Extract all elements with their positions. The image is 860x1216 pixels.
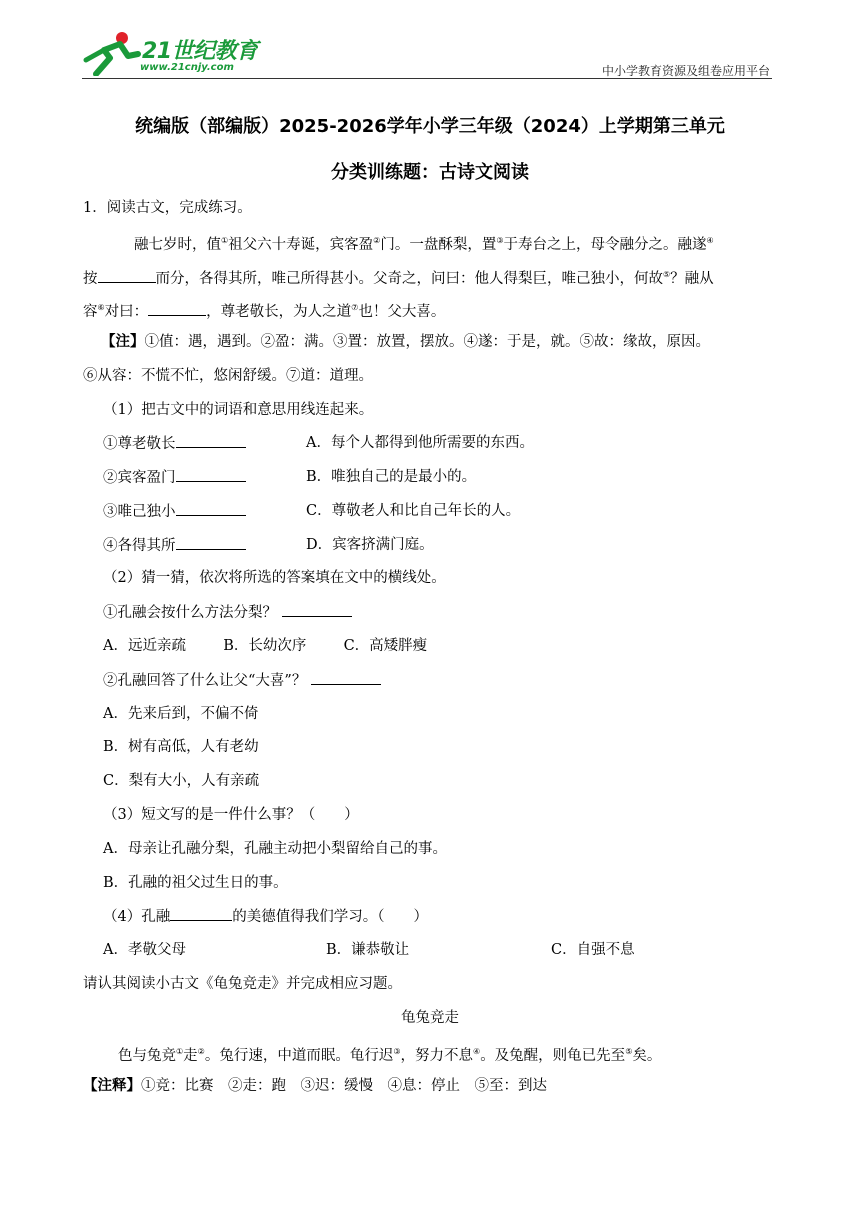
match-right-d: D．宾客挤满门庭。 — [306, 537, 434, 553]
notes-line-1: 【注】①值：遇，遇到。②盈：满。③置：放置，摆放。④遂：于是，就。⑤故：缘故，原因。 — [101, 333, 710, 350]
match-right-a: A．每个人都得到他所需要的东西。 — [306, 435, 534, 451]
notes-line-2: ⑥从容：不慌不忙，悠闲舒缓。⑦道：道理。 — [83, 368, 373, 384]
sub-question-4: （4）孔融 的美德值得我们学习。（ ） — [103, 906, 428, 927]
option-b[interactable]: B．树有高低，人有老幼 — [103, 739, 259, 755]
platform-name: 中小学教育资源及组卷应用平台 — [601, 64, 770, 78]
logo — [82, 30, 262, 78]
answer-blank-5[interactable] — [170, 906, 232, 921]
page-header — [82, 30, 772, 80]
match-right-b: B．唯独自己的是最小的。 — [306, 469, 477, 485]
page-title-line2: 分类训练题：古诗文阅读 — [331, 162, 529, 183]
option-c[interactable]: C．高矮胖瘦 — [343, 638, 428, 654]
passage-notes: 【注释】①竞：比赛 ②走：跑 ③迟：缓慢 ④息：停止 ⑤至：到达 — [83, 1077, 547, 1094]
passage-line-2: 按 而分，各得其所，唯己所得甚小。父奇之，问曰：他人得梨巨，唯己独小，何故⑤？融从 — [83, 270, 714, 287]
sub-question-3: （3）短文写的是一件什么事？（ ） — [103, 807, 359, 823]
match-left-2: ②宾客盈门 — [103, 467, 246, 488]
answer-blank-1[interactable] — [98, 268, 156, 283]
passage-line-3: 容⑥对曰： ，尊老敬长，为人之道⑦也！父大喜。 — [83, 303, 446, 320]
match-blank[interactable] — [176, 535, 246, 550]
match-left-4: ④各得其所 — [103, 535, 246, 556]
option-a[interactable]: A．先来后到，不偏不倚 — [103, 706, 259, 722]
match-blank[interactable] — [176, 501, 246, 516]
match-blank[interactable] — [176, 433, 246, 448]
option-line — [103, 636, 427, 656]
passage-line-1: 融七岁时，值①祖父六十寿诞，宾客盈②门。一盘酥梨，置③于寿台之上，母令融分之。融遂④ — [134, 236, 714, 253]
passage-title: 龟兔竞走 — [401, 1010, 459, 1026]
match-left-3: ③唯己独小 — [103, 501, 246, 522]
match-blank[interactable] — [176, 467, 246, 482]
match-right-c: C．尊敬老人和比自己年长的人。 — [306, 503, 521, 519]
passage-text: 色与兔竞①走②。兔行速，中道而眠。龟行迟③，努力不息④。及兔醒，则龟已先至⑤矣。 — [118, 1047, 662, 1064]
runner-logo-icon — [82, 30, 142, 76]
sub-question-2-2: ②孔融回答了什么让父“大喜”？ — [103, 670, 381, 691]
option-c[interactable]: C．梨有大小，人有亲疏 — [103, 773, 260, 789]
answer-blank-4[interactable] — [311, 670, 381, 685]
option-a[interactable]: A．远近亲疏 — [103, 638, 186, 654]
option-b[interactable]: B．长幼次序 — [223, 638, 307, 654]
answer-blank-2[interactable] — [148, 301, 206, 316]
logo-url: www.21cnjy.com — [140, 62, 234, 73]
page-title-line1: 统编版（部编版）2025-2026学年小学三年级（2024）上学期第三单元 — [135, 116, 725, 137]
option-b[interactable]: B．谦恭敬让 — [326, 942, 410, 958]
option-c[interactable]: C．自强不息 — [551, 942, 635, 958]
answer-blank-3[interactable] — [282, 602, 352, 617]
question-2-intro: 请认其阅读小古文《龟兔竞走》并完成相应习题。 — [83, 976, 402, 992]
option-a[interactable]: A．母亲让孔融分梨，孔融主动把小梨留给自己的事。 — [103, 841, 447, 857]
logo-text: 21世纪教育 — [142, 39, 258, 64]
match-left-1: ①尊老敬长 — [103, 433, 246, 454]
option-b[interactable]: B．孔融的祖父过生日的事。 — [103, 875, 288, 891]
header-divider — [82, 78, 772, 79]
sub-question-1: （1）把古文中的词语和意思用线连起来。 — [103, 402, 374, 418]
sub-question-2-1: ①孔融会按什么方法分梨？ — [103, 602, 352, 623]
question-1-intro: 1．阅读古文，完成练习。 — [83, 200, 252, 216]
option-a[interactable]: A．孝敬父母 — [103, 942, 186, 958]
sub-question-2: （2）猜一猜，依次将所选的答案填在文中的横线处。 — [103, 570, 446, 586]
